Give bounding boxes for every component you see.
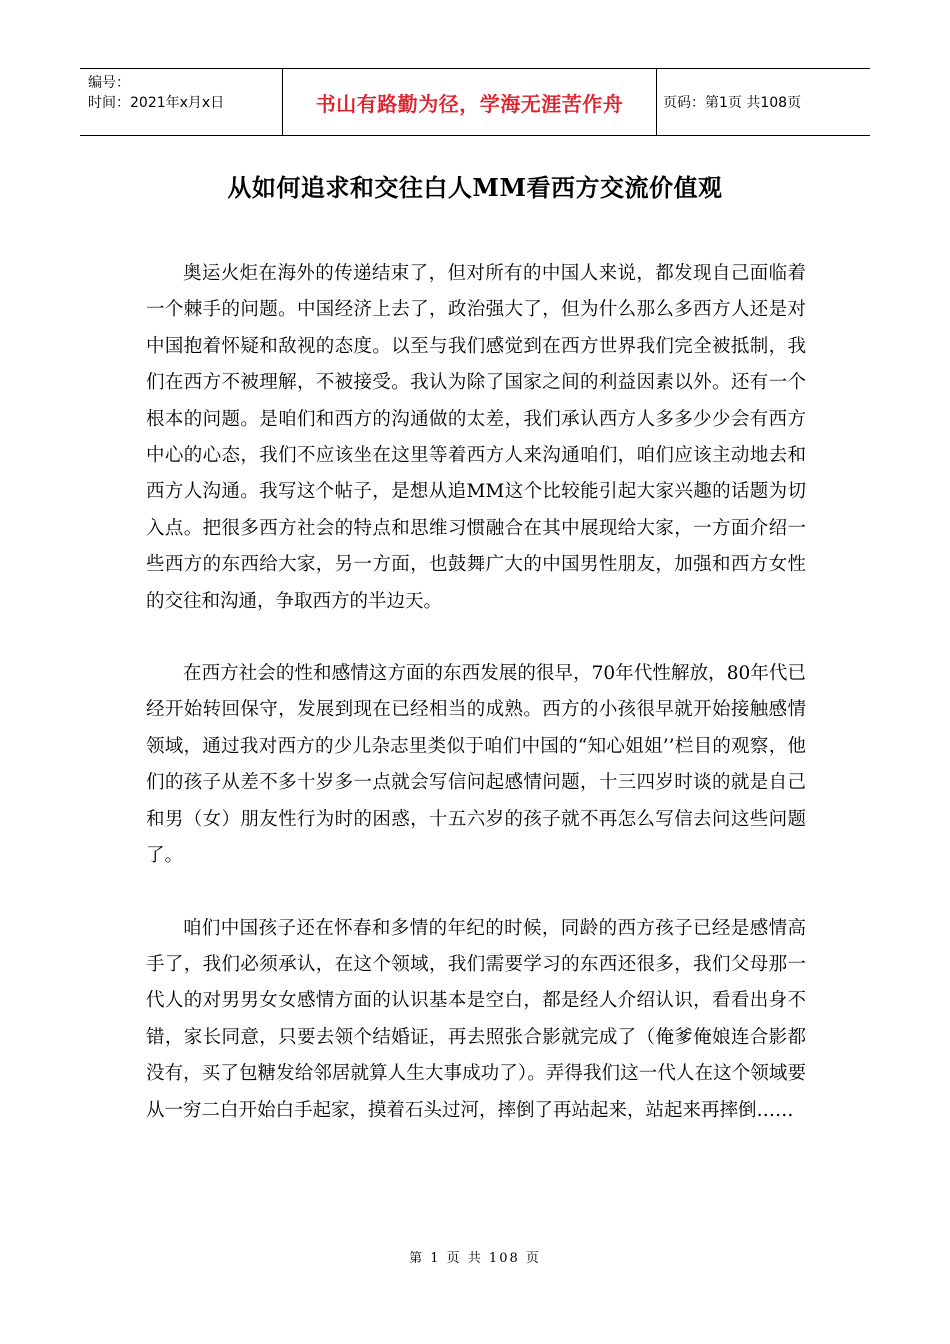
document-title: 从如何追求和交往白人MM看西方交流价值观: [227, 173, 723, 202]
page-footer: 第 1 页 共 108 页: [409, 1251, 541, 1266]
document-body: [146, 256, 806, 1129]
header-page-info: 页码：第1页 共108页: [663, 95, 802, 111]
header-page-cell: [657, 69, 870, 135]
header-motto-cell: [283, 69, 657, 135]
header-meta-cell: [80, 69, 283, 135]
time-label: 时间：2021年x月x日: [88, 95, 225, 111]
header-table: [80, 68, 870, 136]
header-motto: 书山有路勤为径，学海无涯苦作舟: [315, 91, 624, 116]
body-paragraph: 在西方社会的性和感情这方面的东西发展的很早，70年代性解放，80年代已经开始转回保守，发展到现在已经相当的成熟。西方的小孩很早就开始接触感情领域，通过我对西方的少儿杂志里类似于咱们中国的“知心姐姐’’栏目的观察，他们的孩子从差不多十岁多一点就会写信问起感情问题，十三四岁时谈的就是自己和男（女）朋友性行为时的困惑，十五六岁的孩子就不再怎么写信去问这些问题了。: [146, 663, 806, 867]
body-paragraph: 咱们中国孩子还在怀春和多情的年纪的时候，同龄的西方孩子已经是感情高手了，我们必须承认，在这个领域，我们需要学习的东西还很多，我们父母那一代人的对男男女女感情方面的认识基本是空白，都是经人介绍认识，看看出身不错，家长同意，只要去领个结婚证，再去照张合影就完成了（俺爹俺娘连合影都没有，买了包糖发给邻居就算人生大事成功了）。弄得我们这一代人在这个领域要从一穷二白开始白手起家，摸着石头过河，摔倒了再站起来，站起来再摔倒……: [146, 917, 806, 1121]
body-paragraph: 奥运火炬在海外的传递结束了，但对所有的中国人来说，都发现自己面临着一个棘手的问题。中国经济上去了，政治强大了，但为什么那么多西方人还是对中国抱着怀疑和敌视的态度。以至与我们感觉到在西方世界我们完全被抵制，我们在西方不被理解，不被接受。我认为除了国家之间的利益因素以外。还有一个根本的问题。是咱们和西方的沟通做的太差，我们承认西方人多多少少会有西方中心的心态，我们不应该坐在这里等着西方人来沟通咱们，咱们应该主动地去和西方人沟通。我写这个帖子，是想从追MM这个比较能引起大家兴趣的话题为切入点。把很多西方社会的特点和思维习惯融合在其中展现给大家，一方面介绍一些西方的东西给大家，另一方面，也鼓舞广大的中国男性朋友，加强和西方女性的交往和沟通，争取西方的半边天。: [146, 263, 806, 612]
serial-number-label: 编号：: [88, 75, 130, 91]
